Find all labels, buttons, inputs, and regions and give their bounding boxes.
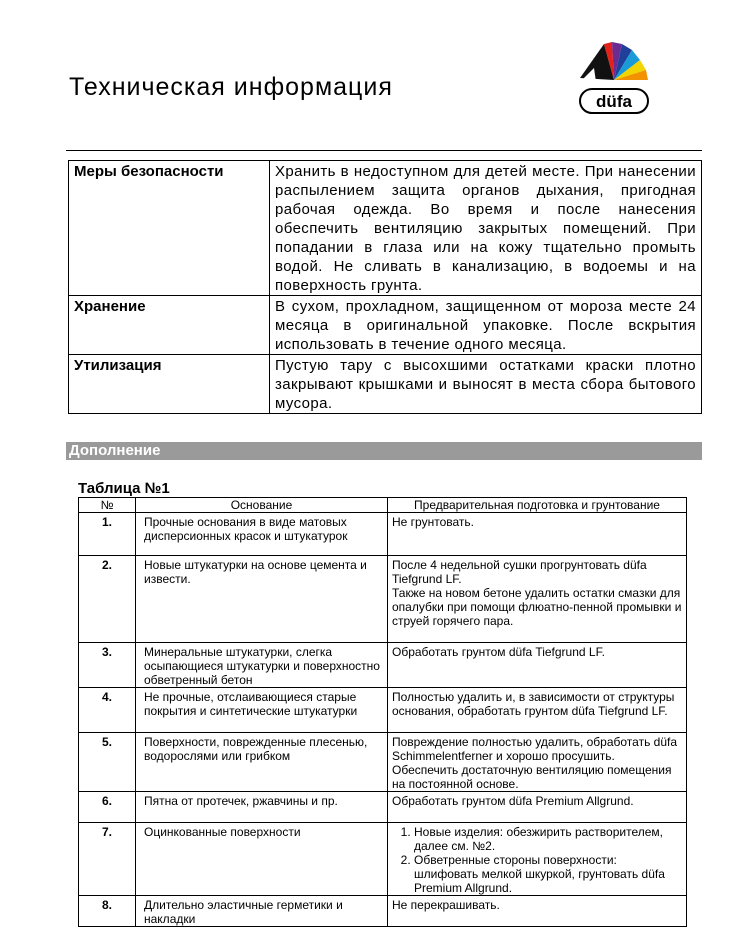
prep-text: Полностью удалить и, в зависимости от структуры основания, обработать грунтом düfa Tiefgrund LF. (392, 690, 675, 718)
row-prep (388, 513, 687, 556)
prep-text: Обработать грунтом düfa Premium Allgrund. (392, 794, 634, 808)
col-header-base: Основание (136, 498, 388, 513)
prep-text: Не грунтовать. (392, 515, 474, 529)
row-number: 1. (79, 513, 136, 556)
row-prep (388, 733, 687, 792)
prep-list-item: 2. Обветренные стороны поверхности: шлифовать мелкой шкуркой, грунтовать düfa Premium Allgrund. (414, 853, 683, 895)
info-label: Меры безопасности (69, 161, 270, 296)
table-row (79, 556, 687, 643)
row-base: Поверхности, поврежденные плесенью, водорослями или грибком (136, 733, 388, 792)
table-row (79, 688, 687, 733)
row-prep (388, 556, 687, 643)
surface-table (78, 497, 687, 927)
col-header-prep: Предварительная подготовка и грунтование (388, 498, 687, 513)
table-row (79, 513, 687, 556)
info-row-storage (69, 296, 702, 355)
header-divider (66, 150, 702, 151)
prep-list (392, 825, 683, 895)
row-number: 7. (79, 823, 136, 896)
row-number: 3. (79, 643, 136, 688)
brush-fan-icon (580, 42, 648, 84)
row-number: 2. (79, 556, 136, 643)
row-prep (388, 688, 687, 733)
table-row (79, 643, 687, 688)
info-text: Пустую тару с высохшими остатками краски плотно закрывают крышками и выносят в места сбора бытового мусора. (270, 355, 702, 414)
row-prep (388, 823, 687, 896)
table-row (79, 823, 687, 896)
logo-wordmark: düfa (596, 92, 632, 111)
row-base: Прочные основания в виде матовых дисперсионных красок и штукатурок (136, 513, 388, 556)
info-text: Хранить в недоступном для детей месте. При нанесении распылением защита органов дыхания, пригодная рабочая одежда. Во время и после нанесения обеспечить вентиляцию закрытых помещений. При попадании в глаза или на кожу тщательно промыть водой. Не сливать в канализацию, в водоемы и на поверхность грунта. (270, 161, 702, 296)
row-number: 5. (79, 733, 136, 792)
info-label: Хранение (69, 296, 270, 355)
table-title: Таблица №1 (78, 480, 170, 497)
table-row (79, 896, 687, 927)
row-number: 6. (79, 792, 136, 823)
info-label: Утилизация (69, 355, 270, 414)
dufa-logo (574, 40, 654, 120)
prep-text: Обработать грунтом düfa Tiefgrund LF. (392, 645, 605, 659)
row-base: Оцинкованные поверхности (136, 823, 388, 896)
prep-text: После 4 недельной сушки прогрунтовать düfa Tiefgrund LF. (392, 558, 647, 586)
col-header-number: № (79, 498, 136, 513)
prep-text: Также на новом бетоне удалить остатки смазки для опалубки при помощи флюатно-пенной промывки и струей горячего пара. (392, 586, 682, 628)
info-row-disposal (69, 355, 702, 414)
page-title: Техническая информация (69, 73, 393, 101)
table-header-row (79, 498, 687, 513)
row-prep (388, 792, 687, 823)
row-base: Пятна от протечек, ржавчины и пр. (136, 792, 388, 823)
row-prep (388, 896, 687, 927)
prep-text: Повреждение полностью удалить, обработать düfa Schimmelentferner и хорошо просушить. Обеспечить достаточную вентиляцию помещения на постоянной основе. (392, 735, 678, 791)
row-base: Не прочные, отслаивающиеся старые покрытия и синтетические штукатурки (136, 688, 388, 733)
prep-list-item: 1. Новые изделия: обезжирить растворителем, далее см. №2. (414, 825, 683, 853)
info-row-safety (69, 161, 702, 296)
row-base: Длительно эластичные герметики и накладки (136, 896, 388, 927)
row-base: Минеральные штукатурки, слегка осыпающиеся штукатурки и поверхностно обветренный бетон (136, 643, 388, 688)
table-row (79, 733, 687, 792)
info-text: В сухом, прохладном, защищенном от мороза месте 24 месяца в оригинальной упаковке. После вскрытия использовать в течение одного месяца. (270, 296, 702, 355)
row-base: Новые штукатурки на основе цемента и извести. (136, 556, 388, 643)
row-prep (388, 643, 687, 688)
prep-text: Не перекрашивать. (392, 898, 500, 912)
section-heading: Дополнение (66, 442, 702, 460)
table-row (79, 792, 687, 823)
info-table (68, 160, 702, 414)
row-number: 4. (79, 688, 136, 733)
row-number: 8. (79, 896, 136, 927)
